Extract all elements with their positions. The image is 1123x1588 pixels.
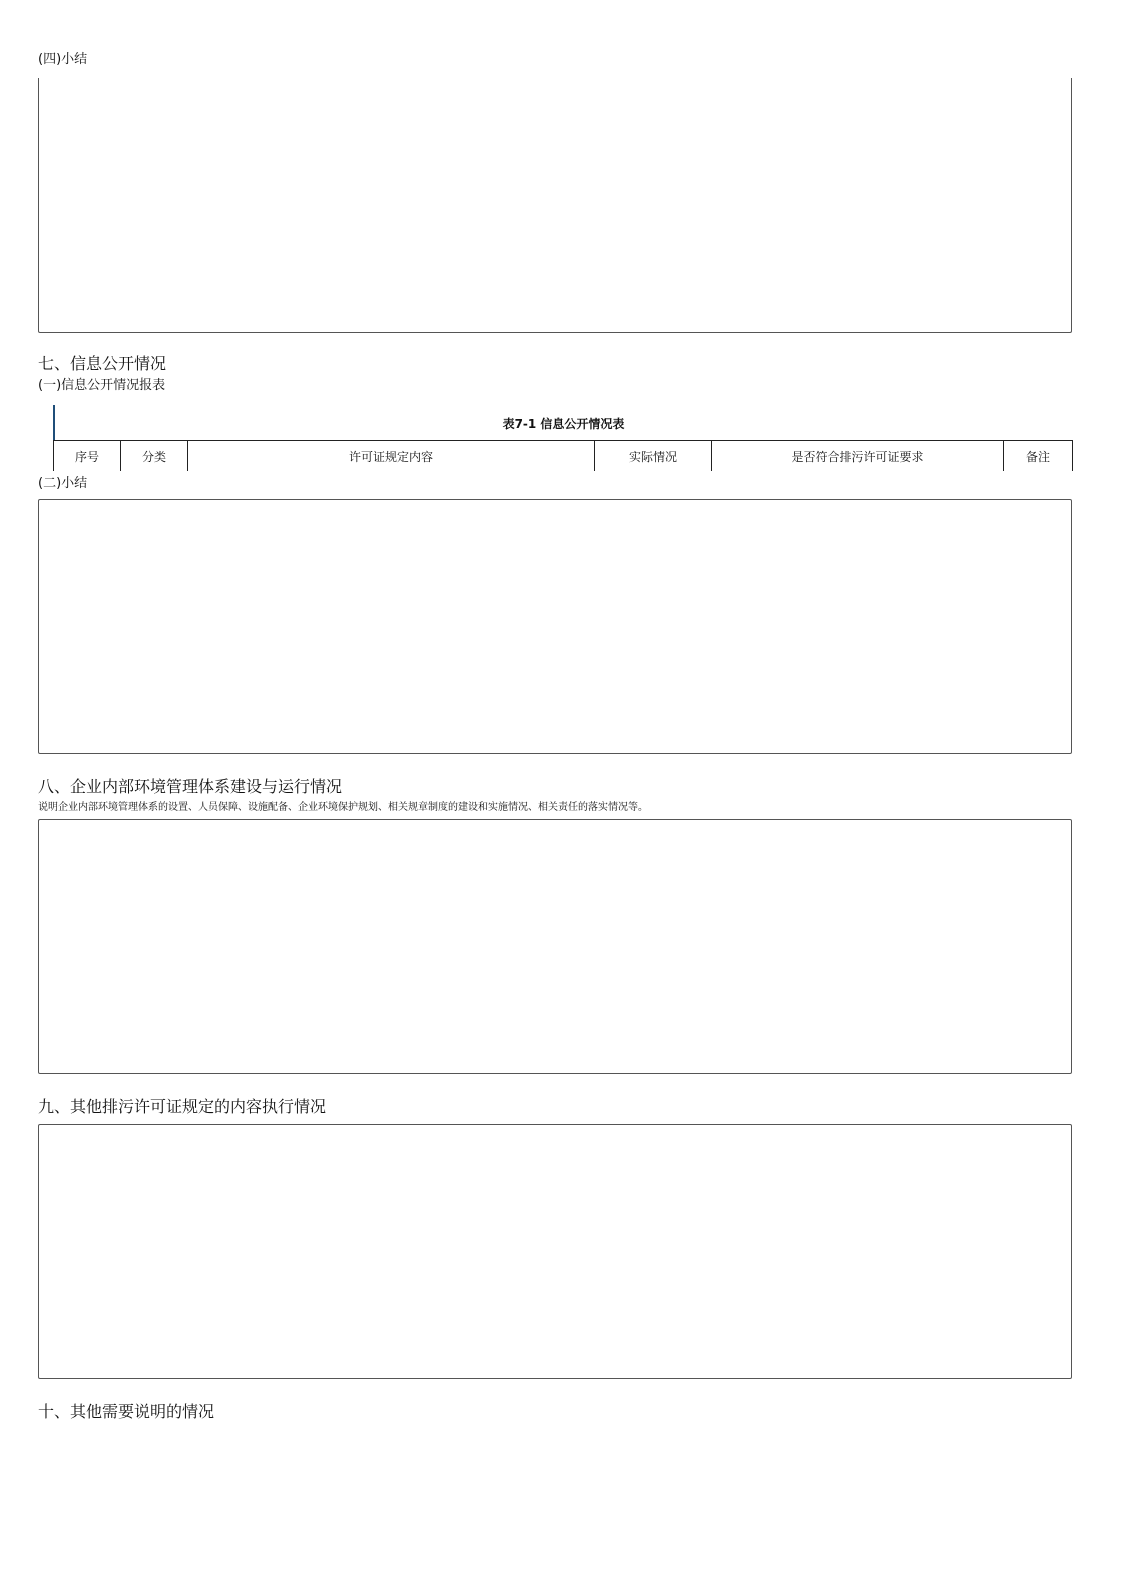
column-header-actual: 实际情况 xyxy=(595,441,712,472)
column-header-index: 序号 xyxy=(54,441,121,472)
column-header-category: 分类 xyxy=(121,441,188,472)
section-heading-8: 八、企业内部环境管理体系建设与运行情况 xyxy=(38,777,343,796)
textarea-section-9[interactable] xyxy=(38,1124,1072,1379)
textarea-section-8[interactable] xyxy=(38,819,1072,1074)
summary-textarea-7[interactable] xyxy=(38,499,1072,754)
info-disclosure-table xyxy=(53,440,1073,471)
section-heading-9: 九、其他排污许可证规定的内容执行情况 xyxy=(38,1097,327,1116)
summary-textarea-6[interactable] xyxy=(38,78,1072,333)
summary-heading-6: (四)小结 xyxy=(38,52,88,67)
section-heading-10: 十、其他需要说明的情况 xyxy=(38,1402,215,1421)
table-title: 表7-1 信息公开情况表 xyxy=(502,417,625,431)
section-heading-7: 七、信息公开情况 xyxy=(38,354,167,373)
table-header-row xyxy=(54,441,1073,472)
column-header-compliance: 是否符合排污许可证要求 xyxy=(712,441,1004,472)
section-note-8: 说明企业内部环境管理体系的设置、人员保障、设施配备、企业环境保护规划、相关规章制度的建设和实施情况、相关责任的落实情况等。 xyxy=(38,802,648,813)
subsection-heading-7-1: (一)信息公开情况报表 xyxy=(38,378,166,393)
column-header-remarks: 备注 xyxy=(1004,441,1073,472)
subsection-heading-7-2: (二)小结 xyxy=(38,476,88,491)
column-header-permit-content: 许可证规定内容 xyxy=(188,441,595,472)
